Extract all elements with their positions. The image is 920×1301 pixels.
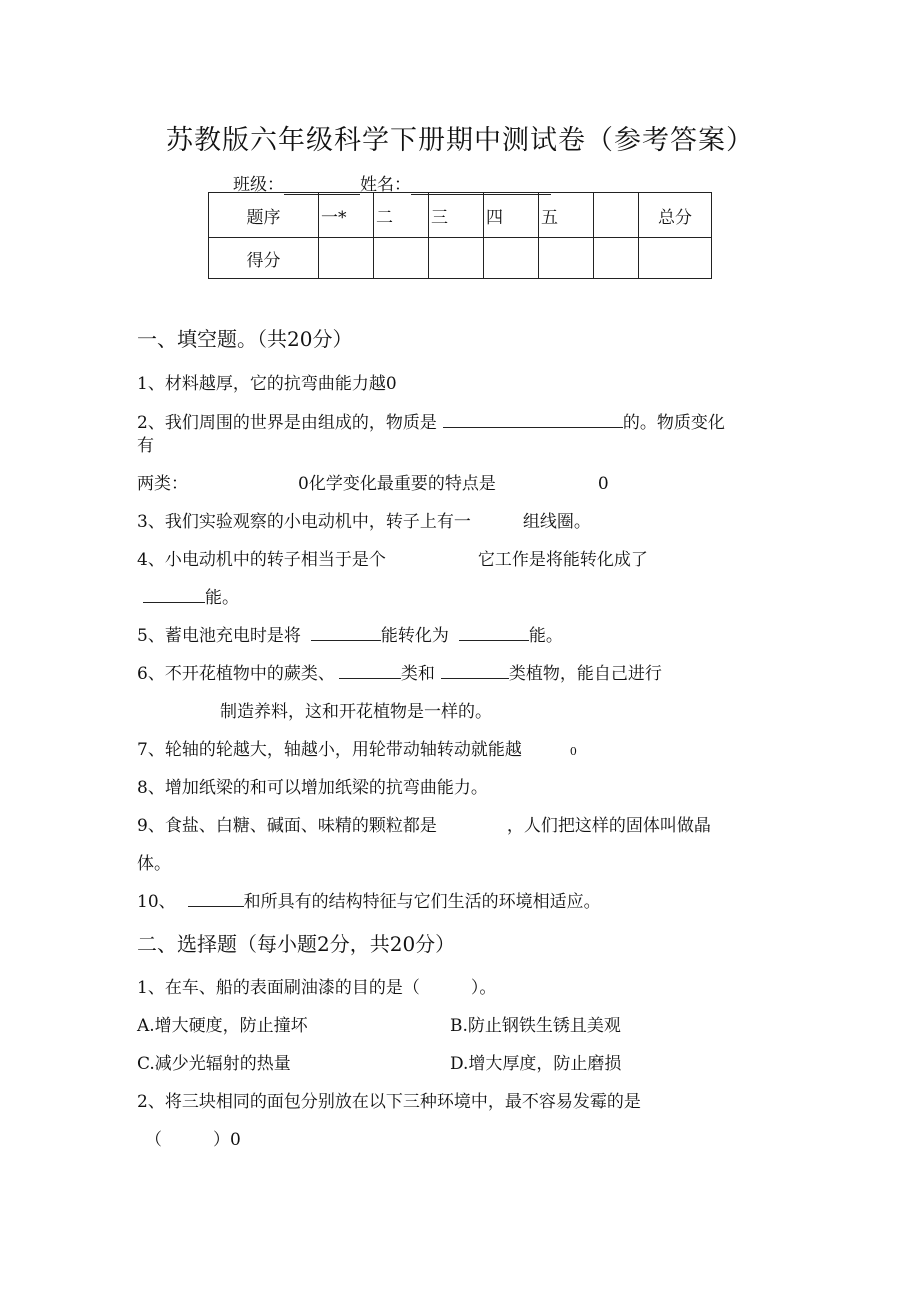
q2-text-a: 2、我们周围的世界是由组成的，物质是 [137,413,437,433]
q6-blank-1[interactable] [339,663,401,679]
score-cell[interactable] [539,238,594,279]
score-cell-total[interactable] [639,238,712,279]
q2-text-e: 0化学变化最重要的特点是 [298,474,496,494]
q5-text-c: 能。 [528,626,563,646]
q4-text-c: 能。 [205,588,239,608]
q6-text-c: 类植物，能自己进行 [508,664,662,684]
class-label: 班级： [233,175,284,195]
score-row-label: 得分 [209,238,319,279]
question-1-7 [137,735,577,760]
question-1-4 [137,545,648,570]
question-1-6 [137,659,662,684]
question-1-2 [137,408,725,433]
score-table [208,192,712,279]
score-table-score-row [209,238,712,279]
question-1-8: 8、增加纸梁的和可以增加纸梁的抗弯曲能力。 [137,778,488,798]
option-2-1-c[interactable]: C.减少光辐射的热量 [137,1054,291,1074]
q6-text-d: 制造养料，这和开花植物是一样的。 [220,702,492,722]
score-table-header-row [209,193,712,238]
question-2-1: 1、在车、船的表面刷油漆的目的是（ ）。 [137,978,497,998]
header-cell-total: 总分 [639,193,712,238]
question-1-2-cont [137,469,609,494]
question-2-2-answer: （ ）0 [145,1130,241,1150]
q10-blank[interactable] [188,891,244,907]
q4-text-b: 它工作是将能转化成了 [477,550,648,570]
q10-text-a: 10、 [137,892,176,912]
score-cell[interactable] [594,238,639,279]
question-2-2: 2、将三块相同的面包分别放在以下三种环境中，最不容易发霉的是 [137,1092,641,1112]
name-label: 姓名： [360,175,411,195]
q6-text-b: 类和 [400,664,435,684]
q3-text-a: 3、我们实验观察的小电动机中，转子上有一 [137,512,471,532]
q2-text-b: 的。物质变化 [622,413,725,433]
header-cell-1: 一* [319,193,374,238]
question-1-9 [137,811,711,836]
question-1-10 [137,887,601,912]
score-cell[interactable] [319,238,374,279]
page-title: 苏教版六年级科学下册期中测试卷（参考答案） [166,125,754,156]
q5-text-b: 能转化为 [380,626,449,646]
q9-text-a: 9、食盐、白糖、碱面、味精的颗粒都是 [137,816,437,836]
header-cell-6 [594,193,639,238]
section1-heading: 一、填空题。（共20分） [137,327,353,351]
q7-text-b: 0 [569,745,577,758]
header-cell-index: 题序 [209,193,319,238]
option-2-1-d[interactable]: D.增大厚度，防止磨损 [450,1054,622,1074]
question-1-4-cont [143,583,239,608]
score-cell[interactable] [484,238,539,279]
option-2-1-a[interactable]: A.增大硬度，防止撞坏 [137,1016,308,1036]
header-cell-3: 三 [429,193,484,238]
q5-blank-2[interactable] [459,625,529,641]
q2-text-c: 有 [137,436,154,456]
question-1-3 [137,507,591,532]
q6-blank-2[interactable] [441,663,509,679]
q6-text-a: 6、不开花植物中的蕨类、 [137,664,335,684]
header-cell-5: 五 [539,193,594,238]
q2-text-f: 0 [597,474,609,494]
header-cell-2: 二 [374,193,429,238]
score-cell[interactable] [374,238,429,279]
q10-text-b: 和所具有的结构特征与它们生活的环境相适应。 [243,892,601,912]
section2-heading: 二、选择题（每小题2分，共20分） [137,932,456,956]
q4-blank-2[interactable] [143,587,205,603]
header-cell-4: 四 [484,193,539,238]
question-1-1: 1、材料越厚，它的抗弯曲能力越0 [137,374,397,394]
score-cell[interactable] [429,238,484,279]
q2-text-d: 两类： [137,474,188,494]
q7-text-a: 7、轮轴的轮越大，轴越小，用轮带动轴转动就能越 [137,740,522,760]
q5-blank-1[interactable] [311,625,381,641]
q3-text-b: 组线圈。 [522,512,591,532]
question-1-5 [137,621,563,646]
q4-text-a: 4、小电动机中的转子相当于是个 [137,550,386,570]
q9-text-c: 体。 [137,854,171,874]
q2-blank-1[interactable] [443,412,623,428]
option-2-1-b[interactable]: B.防止钢铁生锈且美观 [450,1016,621,1036]
q9-text-b: ，人们把这样的固体叫做晶 [506,816,711,836]
q5-text-a: 5、蓄电池充电时是将 [137,626,301,646]
